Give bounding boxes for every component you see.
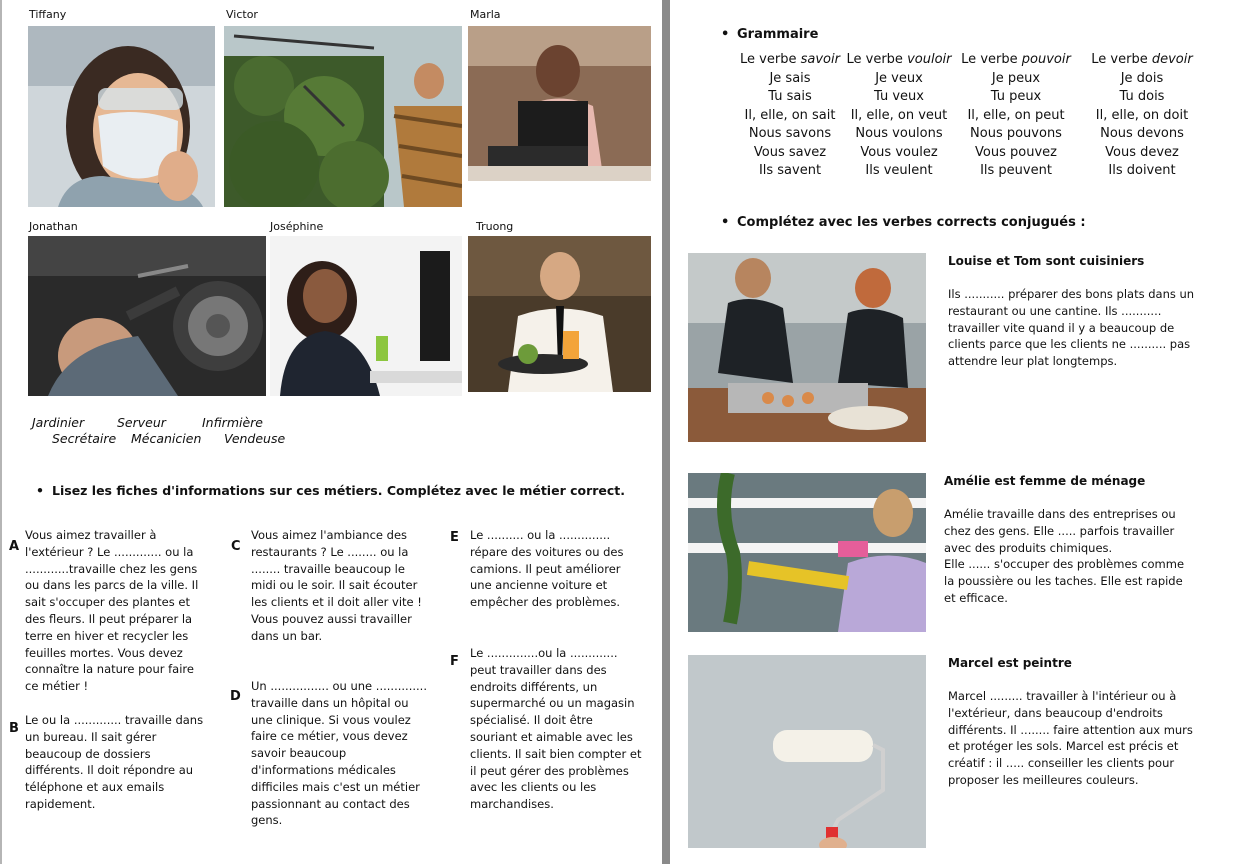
verb-form: Tu sais xyxy=(768,89,812,104)
job-word-mecanicien: Mécanicien xyxy=(131,431,202,446)
section-title-cleaner: Amélie est femme de ménage xyxy=(944,474,1146,488)
verb-name: devoir xyxy=(1151,52,1193,67)
card-text-d: Un ................ ou une .............. travaille dans un hôpital ou une clinique. Si vous voulez faire ce métier, vous devez savoir beaucoup d'informations médicales difficiles mais c'est un métier passionnant au contact des gens. xyxy=(251,679,427,828)
verb-form: Tu peux xyxy=(990,89,1042,104)
card-letter-b: B xyxy=(9,721,19,736)
cashier-photo xyxy=(468,26,651,181)
job-word-serveur: Serveur xyxy=(117,415,166,430)
verb-form: Tu dois xyxy=(1119,89,1165,104)
verb-form: Nous pouvons xyxy=(970,126,1062,141)
verb-name: pouvoir xyxy=(1021,52,1071,67)
cleaner-photo xyxy=(688,473,926,632)
exercise-heading: • Complétez avec les verbes corrects conjugués : xyxy=(737,215,1086,230)
conjugation-column-vouloir xyxy=(840,51,958,181)
verb-form: Je dois xyxy=(1120,70,1164,86)
card-text-a: Vous aimez travailler à l'extérieur ? Le ............. ou la ............travaille chez les gens ou dans les parcs de la ville. Il sait s'occuper des plantes et des fleurs. Il peut préparer la terre en hiver et recycler les feuilles mortes. Vous devez connaître la nature pour faire ce métier ! xyxy=(25,528,199,694)
card-letter-f: F xyxy=(450,654,459,669)
verb-name: vouloir xyxy=(907,52,952,67)
right-page xyxy=(670,0,1243,864)
grammar-heading: • Grammaire xyxy=(737,27,818,42)
verb-prefix: Le verbe xyxy=(846,52,908,67)
conjugation-column-pouvoir xyxy=(956,51,1076,181)
paint-roller-photo xyxy=(688,655,926,848)
card-text-b: Le ou la ............. travaille dans un bureau. Il sait gérer beaucoup de dossiers différents. Il doit répondre au téléphone et aux emails rapidement. xyxy=(25,713,204,811)
verb-prefix: Le verbe xyxy=(1091,52,1152,67)
verb-form: Nous savons xyxy=(748,126,832,141)
person-name-marla: Marla xyxy=(470,8,501,21)
instruction-heading: • Lisez les fiches d'informations sur ces métiers. Complétez avec le métier correct. xyxy=(52,483,625,498)
verb-form: Vous pouvez xyxy=(975,144,1057,160)
verb-form: Ils veulent xyxy=(865,163,933,178)
conjugation-column-savoir xyxy=(730,51,850,181)
card-letter-c: C xyxy=(231,539,241,554)
verb-form: Nous voulons xyxy=(855,126,943,141)
verb-prefix: Le verbe xyxy=(961,52,1022,67)
verb-form: Je sais xyxy=(769,70,811,86)
verb-form: Il, elle, on sait xyxy=(744,107,836,123)
verb-form: Il, elle, on peut xyxy=(967,107,1065,123)
verb-form: Ils doivent xyxy=(1108,163,1176,178)
waiter-photo xyxy=(468,236,651,392)
verb-name: savoir xyxy=(800,52,840,67)
cooks-photo xyxy=(688,253,926,442)
job-word-jardinier: Jardinier xyxy=(32,415,85,430)
section-text-cleaner: Amélie travaille dans des entreprises ou chez des gens. Elle ..... parfois travailler avec des produits chimiques. Elle ...... s'occuper des problèmes comme la poussière ou les taches. Elle est rapide et efficace. xyxy=(944,507,1185,605)
section-text-painter: Marcel ......... travailler à l'intérieur ou à l'extérieur, dans beaucoup d'endroits différents. Il ........ faire attention aux murs et protéger les sols. Marcel est précis et créatif : il ..... conseiller les clients pour proposer les meilleures couleurs. xyxy=(948,689,1193,787)
verb-form: Tu veux xyxy=(874,89,924,104)
card-text-e: Le .......... ou la .............. répare des voitures ou des camions. Il peut améliorer une ancienne voiture et empêcher des problèmes. xyxy=(470,528,624,610)
verb-form: Nous devons xyxy=(1100,126,1184,141)
nurse-mask-photo xyxy=(28,26,215,207)
person-name-tiffany: Tiffany xyxy=(29,8,67,21)
verb-prefix: Le verbe xyxy=(740,52,801,67)
card-letter-a: A xyxy=(9,539,20,554)
verb-form: Il, elle, on doit xyxy=(1095,107,1189,123)
card-letter-d: D xyxy=(230,689,241,704)
verb-form: Je veux xyxy=(875,70,923,86)
job-word-secretaire: Secrétaire xyxy=(52,431,117,446)
verb-form: Vous devez xyxy=(1105,144,1179,160)
card-text-f: Le ..............ou la ............. peut travailler dans des endroits différents, un supermarché ou un magasin spécialisé. Il doit être souriant et aimable avec les clients. Il sait bien compter et il peut gérer des problèmes avec les clients ou les marchandises. xyxy=(470,646,642,812)
section-text-cooks: Ils ........... préparer des bons plats dans un restaurant ou une cantine. Ils ........... travailler vite quand il y a beaucoup de clients parce que les clients ne .......... pas attendre leur plat longtemps. xyxy=(948,287,1195,369)
job-word-vendeuse: Vendeuse xyxy=(224,431,286,446)
card-text-c: Vous aimez l'ambiance des restaurants ? Le ........ ou la ........ travaille beaucoup le midi ou le soir. Il sait écouter les clients et il doit aller vite ! Vous pouvez aussi travailler dans un bar. xyxy=(251,528,422,643)
card-letter-e: E xyxy=(450,530,459,545)
person-name-josephine: Joséphine xyxy=(270,220,324,233)
person-name-truong: Truong xyxy=(476,220,514,233)
section-title-painter: Marcel est peintre xyxy=(948,656,1072,670)
person-name-victor: Victor xyxy=(226,8,258,21)
verb-form: Vous savez xyxy=(753,144,827,160)
verb-form: Je peux xyxy=(991,70,1041,86)
person-name-jonathan: Jonathan xyxy=(29,220,78,233)
verb-form: Il, elle, on veut xyxy=(850,107,948,123)
section-title-cooks: Louise et Tom sont cuisiniers xyxy=(948,254,1145,268)
gardener-photo xyxy=(224,26,462,207)
page-separator xyxy=(662,0,670,864)
secretary-photo xyxy=(270,236,462,396)
conjugation-column-devoir xyxy=(1084,51,1200,181)
verb-form: Ils savent xyxy=(758,163,822,178)
mechanic-photo xyxy=(28,236,266,396)
verb-form: Ils peuvent xyxy=(980,163,1052,178)
job-word-infirmiere: Infirmière xyxy=(202,415,263,430)
verb-form: Vous voulez xyxy=(860,144,938,160)
